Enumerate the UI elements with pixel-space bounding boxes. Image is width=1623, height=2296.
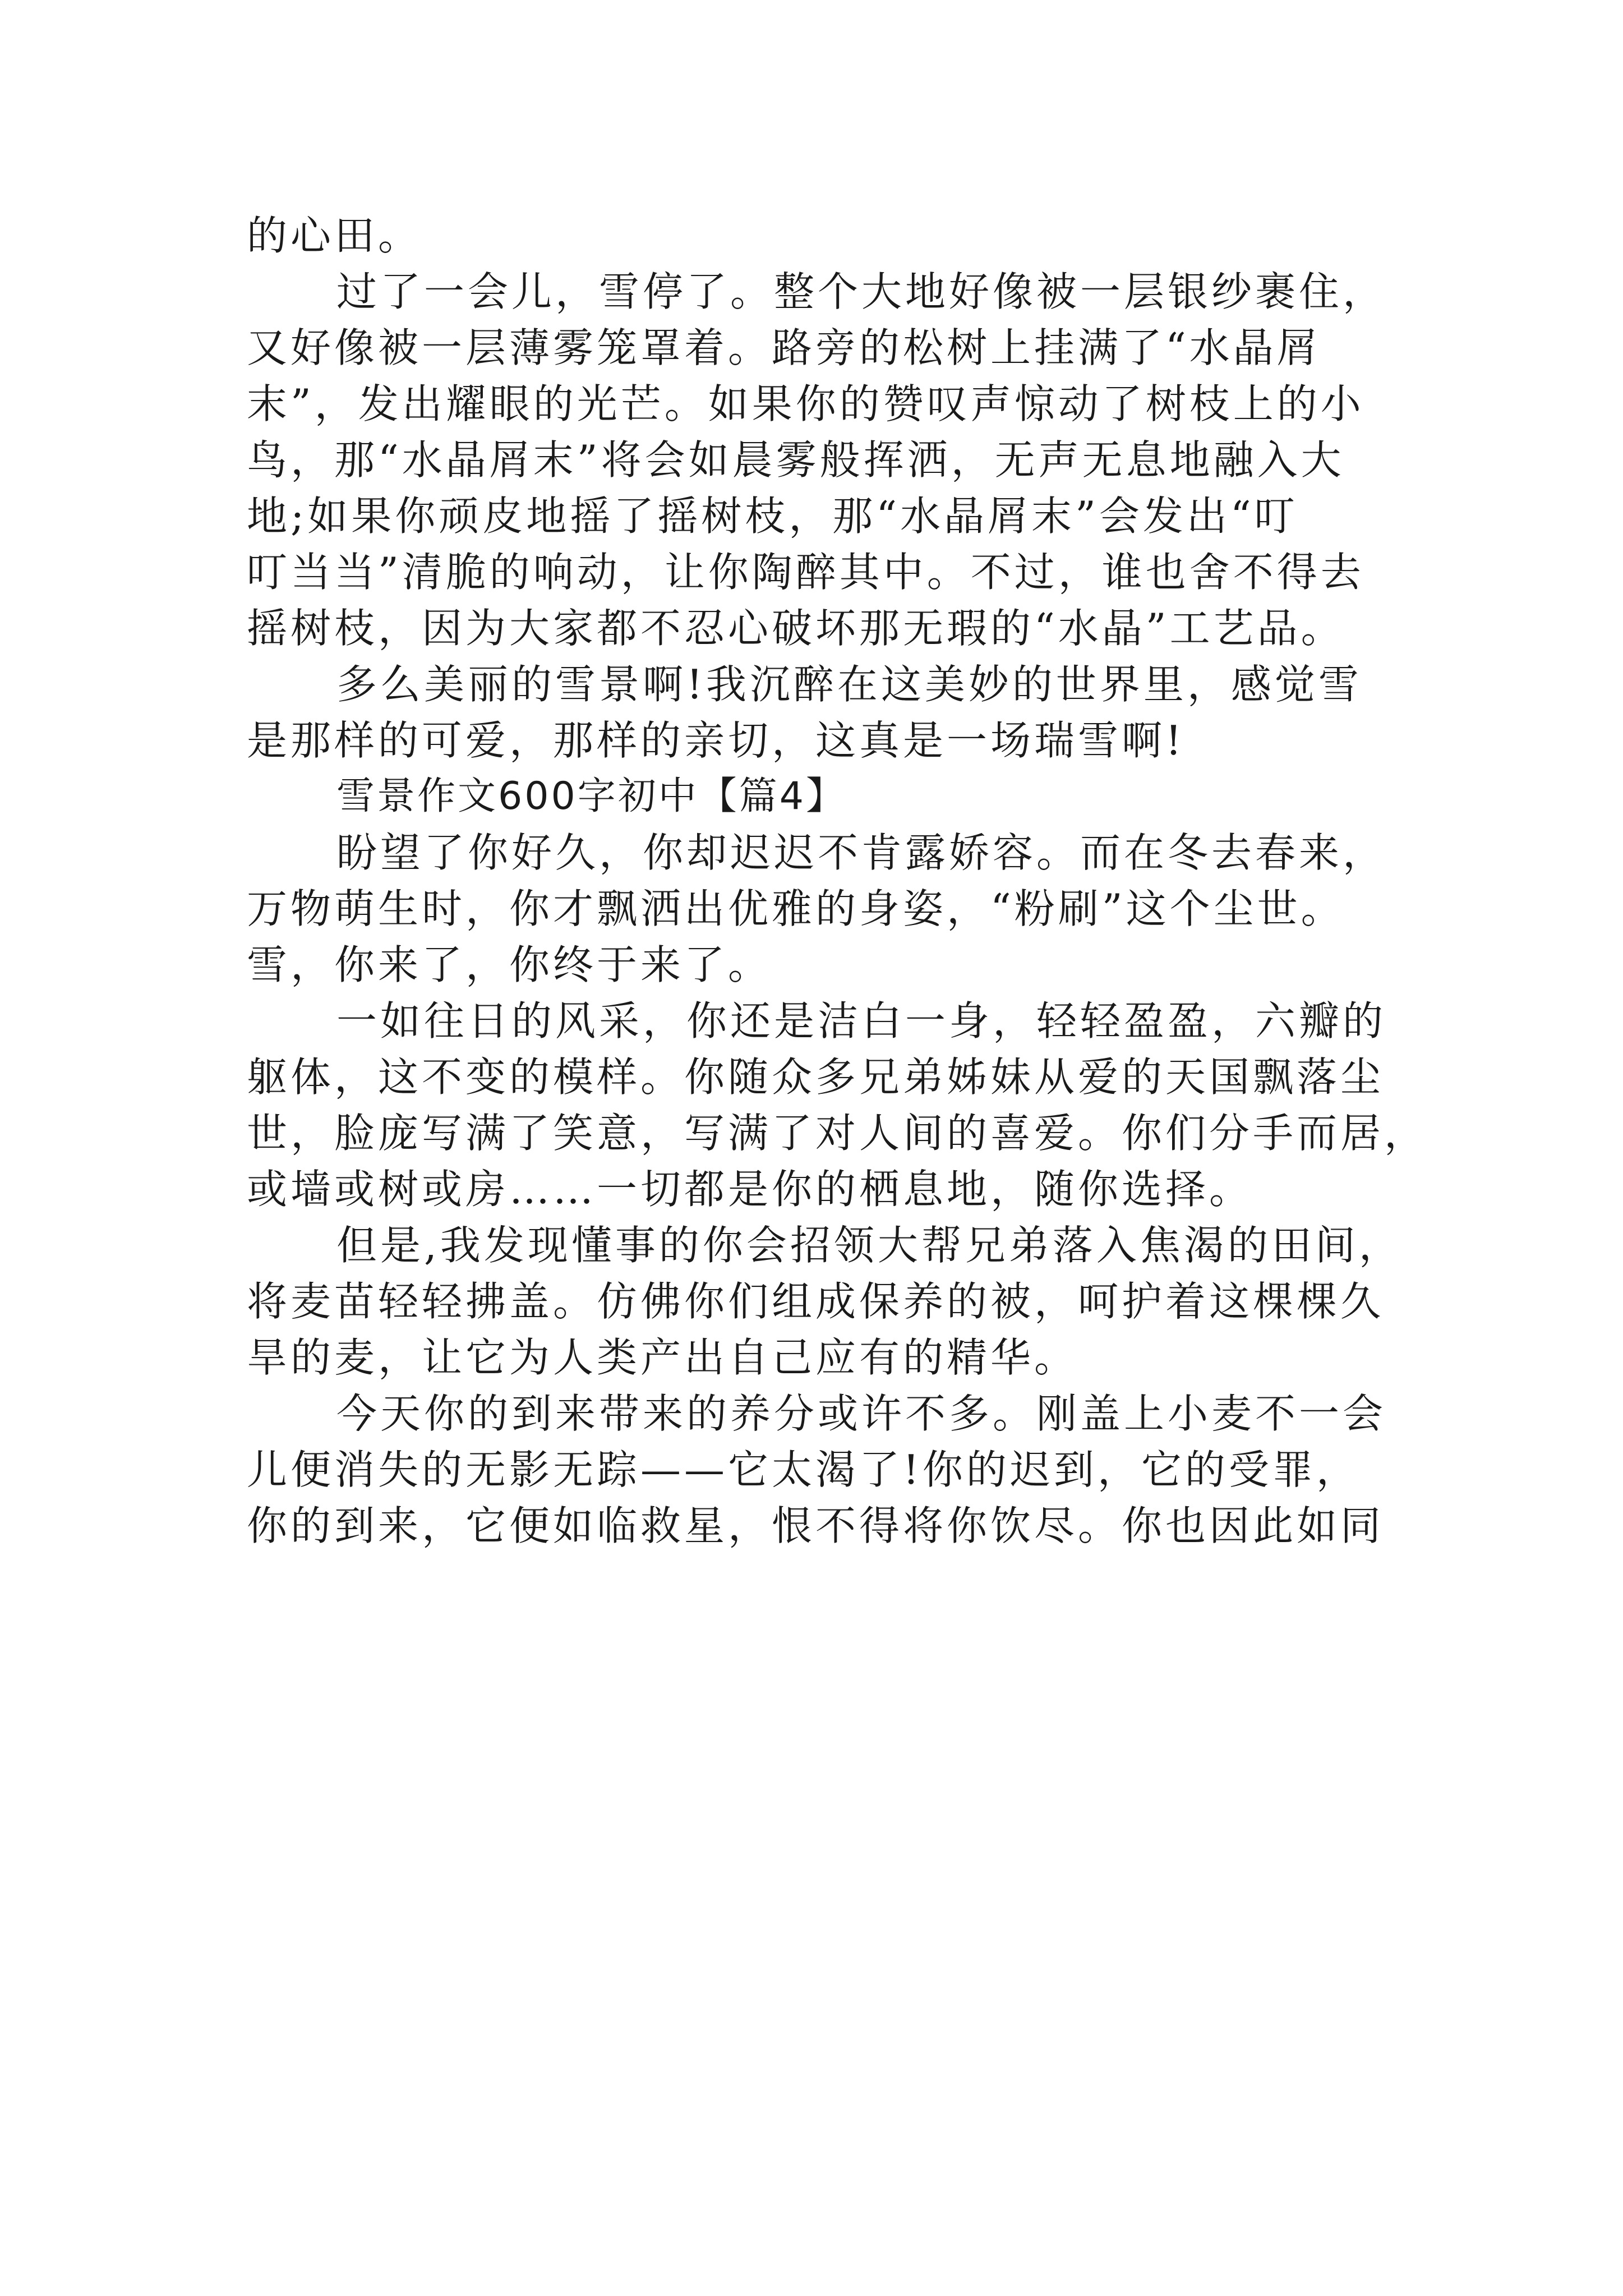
text-line: 躯体，这不变的模样。你随众多兄弟姊妹从爱的天国飘落尘: [247, 1053, 1385, 1101]
paragraph-first-line: 今天你的到来带来的养分或许不多。刚盖上小麦不一会: [336, 1390, 1387, 1437]
text-line: 鸟，那“水晶屑末”将会如晨雾般挥洒，无声无息地融入大: [247, 436, 1345, 484]
text-line: 摇树枝，因为大家都不忍心破坏那无瑕的“水晶”工艺品。: [247, 605, 1345, 652]
section-heading: 雪景作文600字初中【篇4】: [336, 774, 847, 818]
text-line: 叮当当”清脆的响动，让你陶醉其中。不过，谁也舍不得去: [247, 549, 1364, 596]
text-line: 的心田。: [247, 212, 422, 259]
text-line: 地;如果你顽皮地摇了摇树枝，那“水晶屑末”会发出“叮: [247, 493, 1298, 540]
text-line: 雪，你来了，你终于来了。: [247, 941, 772, 988]
text-line: 你的到来，它便如临救星，恨不得将你饮尽。你也因此如同: [247, 1502, 1385, 1549]
text-line: 世，脸庞写满了笑意，写满了对人间的喜爱。你们分手而居，: [247, 1110, 1428, 1157]
text-line: 或墙或树或房……一切都是你的栖息地，随你选择。: [247, 1166, 1253, 1213]
text-line: 末”，发出耀眼的光芒。如果你的赞叹声惊动了树枝上的小: [247, 380, 1364, 427]
paragraph-first-line: 盼望了你好久，你却迟迟不肯露娇容。而在冬去春来，: [336, 829, 1387, 876]
text-line: 万物萌生时，你才飘洒出优雅的身姿，“粉刷”这个尘世。: [247, 885, 1345, 932]
paragraph-first-line: 多么美丽的雪景啊!我沉醉在这美妙的世界里，感觉雪: [336, 661, 1362, 708]
paragraph-first-line: 过了一会儿，雪停了。整个大地好像被一层银纱裹住，: [336, 268, 1387, 315]
text-line: 将麦苗轻轻拂盖。仿佛你们组成保养的被，呵护着这棵棵久: [247, 1278, 1385, 1325]
paragraph-first-line: 一如往日的风采，你还是洁白一身，轻轻盈盈，六瓣的: [336, 997, 1387, 1045]
text-line: 又好像被一层薄雾笼罩着。路旁的松树上挂满了“水晶屑: [247, 324, 1321, 371]
text-line: 儿便消失的无影无踪——它太渴了!你的迟到，它的受罪，: [247, 1446, 1360, 1493]
paragraph-first-line: 但是,我发现懂事的你会招领大帮兄弟落入焦渴的田间，: [336, 1222, 1403, 1269]
text-line: 是那样的可爱，那样的亲切，这真是一场瑞雪啊!: [247, 717, 1185, 764]
text-line: 旱的麦，让它为人类产出自己应有的精华。: [247, 1334, 1078, 1381]
